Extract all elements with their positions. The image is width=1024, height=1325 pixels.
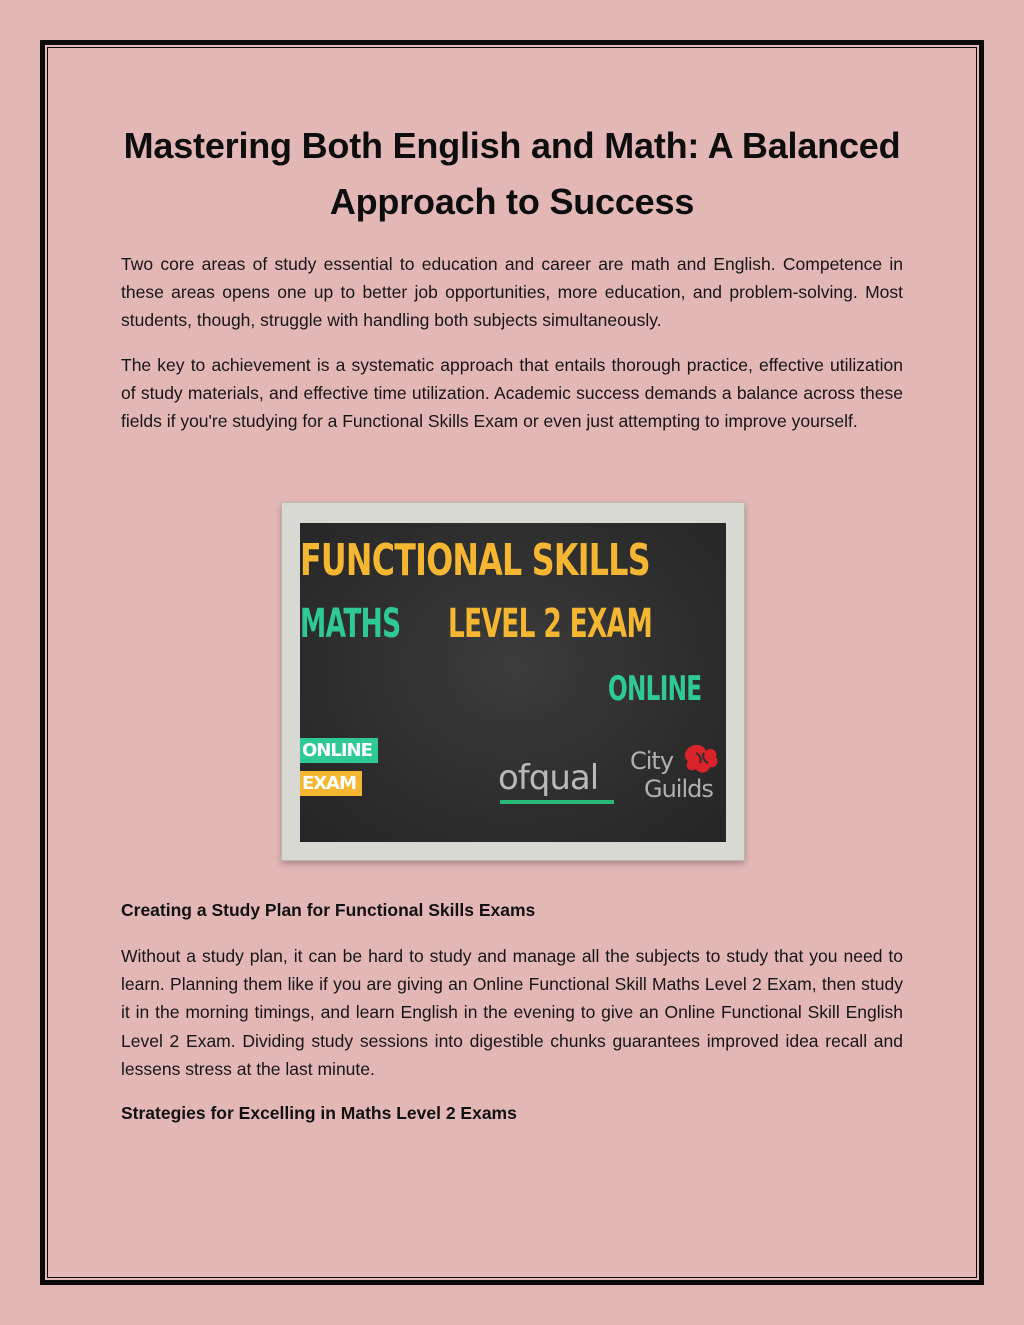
section-paragraph-study-plan: Without a study plan, it can be hard to study and manage all the subjects to study that you need to learn. Planning them like if you are giving an Online Functional Skill Maths Level 2 Exam, then study it in the morning timings, and learn English in the evening to give an Online Functional Skill English Level 2 Exam. Dividing study sessions into digestible chunks guarantees improved idea recall and lessens stress at the last minute.: [121, 946, 903, 1079]
section-heading-maths-strategies: Strategies for Excelling in Maths Level 2 Exams: [121, 1103, 517, 1123]
ofqual-logo-underline: [500, 800, 614, 804]
document-intro: [121, 118, 903, 435]
online-badge: ONLINE: [300, 738, 378, 763]
section-maths-strategies: [121, 1101, 903, 1125]
banner-line-maths: MATHS: [300, 601, 401, 647]
document-title: Mastering Both English and Math: A Balanced Approach to Success: [123, 125, 901, 222]
section-heading-study-plan: Creating a Study Plan for Functional Skills Exams: [121, 900, 536, 920]
intro-paragraph-2: The key to achievement is a systematic approach that entails thorough practice, effective utilization of study materials, and effective time utilization. Academic success demands a balance across these fields if you're studying for a Functional Skills Exam or even just attempting to improve yourself.: [121, 354, 903, 432]
city-guilds-emblem-icon: [682, 743, 722, 777]
section-study-plan: [121, 898, 903, 1083]
city-guilds-logo-guilds: Guilds: [644, 775, 713, 803]
banner-line-level-2-exam: LEVEL 2 EXAM: [448, 601, 653, 647]
banner-line-online: ONLINE: [608, 669, 702, 709]
exam-badge: EXAM: [300, 771, 362, 796]
city-guilds-logo-city: City: [630, 747, 674, 775]
intro-paragraph-1: Two core areas of study essential to education and career are math and English. Competence in these areas opens one up to better job opportunities, more education, and problem-solving. Most students, though, struggle with handling both subjects simultaneously.: [121, 254, 903, 331]
exam-banner-image: [281, 502, 745, 861]
chalkboard: [300, 523, 726, 842]
banner-line-functional-skills: FUNCTIONAL SKILLS: [300, 535, 650, 586]
ofqual-logo: ofqual: [498, 758, 599, 798]
city-guilds-logo: [630, 747, 722, 807]
